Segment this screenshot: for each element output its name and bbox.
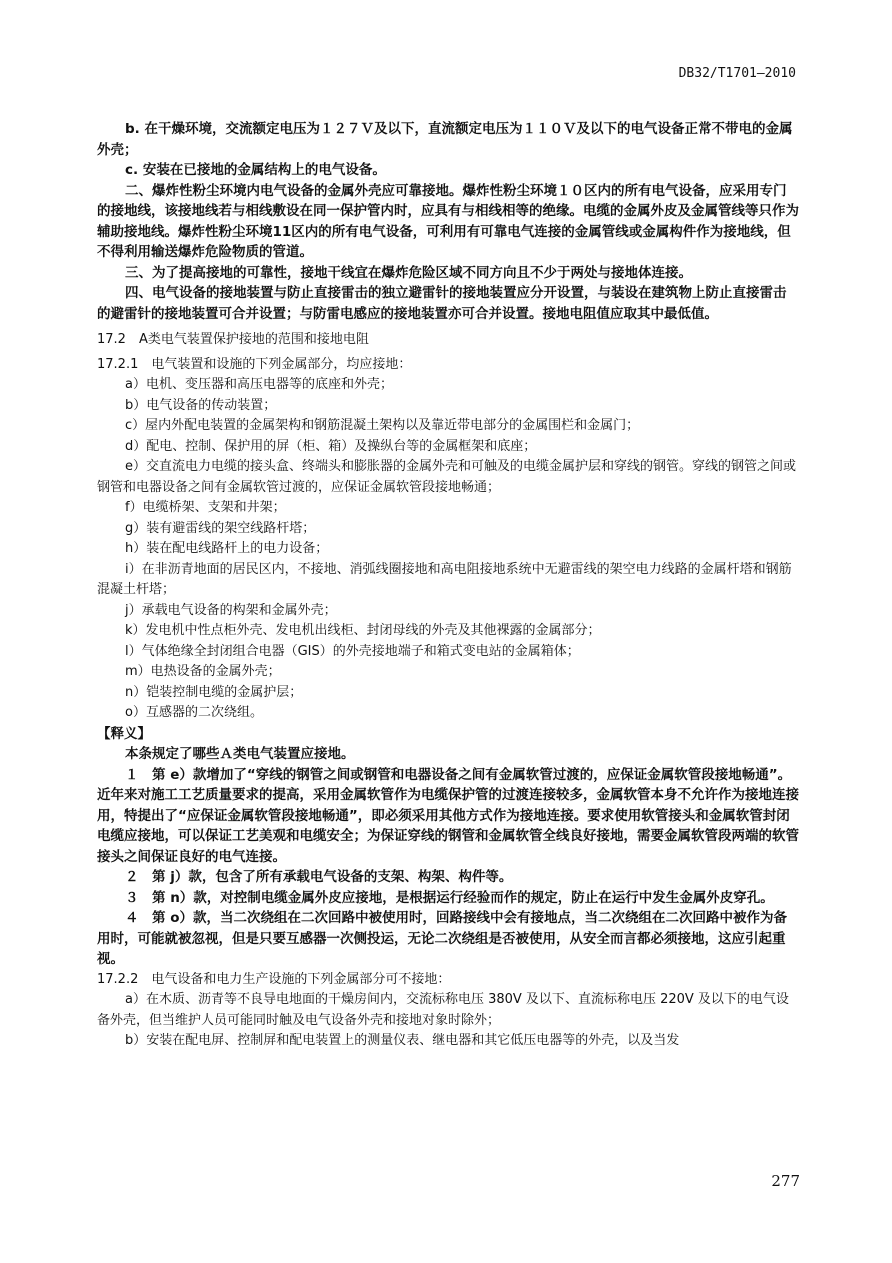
section-heading-17-2: 17.2 A类电气装置保护接地的范围和接地电阻 xyxy=(97,332,369,347)
list-item-b: b）电气设备的传动装置； xyxy=(125,397,277,413)
clause-c-grounded-structure: c. 安装在已接地的金属结构上的电气设备。 xyxy=(125,162,386,178)
document-body xyxy=(97,119,799,1052)
list-item-m: m）电热设备的金属外壳； xyxy=(125,664,281,679)
list-item-j: j）承载电气设备的构架和金属外壳； xyxy=(125,602,337,618)
item-4-separate-grounding: 四、电气设备的接地装置与防止直接雷击的独立避雷针的接地装置应分开设置，与装设在建筑物上防止直接雷击的避雷针的接地装置可合并设置；与防雷电感应的接地装置亦可合并设置。接地电阻值应取其中最低值。 xyxy=(97,285,787,322)
list-item-e: e）交直流电力电缆的接头盒、终端头和膨胀器的金属外壳和可触及的电缆金属护层和穿线的钢管。穿线的钢管之间或钢管和电器设备之间有金属软管过渡的，应保证金属软管段接地畅通； xyxy=(97,459,796,495)
list-item-h: h）装在配电线路杆上的电力设备； xyxy=(125,541,329,556)
item-2-dust-environment: 二、爆炸性粉尘环境内电气设备的金属外壳应可靠接地。爆炸性粉尘环境１０区内的所有电气设备，应采用专门的接地线，该接地线若与相线敷设在同一保护管内时，应具有与相线相等的绝缘。电缆的金属外皮及金属管线等只作为辅助接地线。爆炸性粉尘环境11区内的所有电气设备，可利用有可靠电气连接的金属管线或金属构件作为接地线，但不得利用输送爆炸危险物质的管道。 xyxy=(97,182,799,260)
list-item-o: o）互感器的二次绕组。 xyxy=(125,705,263,720)
list-item-a: a）电机、变压器和高压电器等的底座和外壳； xyxy=(125,377,393,392)
item-3-grounding-reliability: 三、为了提高接地的可靠性，接地干线宜在爆炸危险区域不同方向且不少于两处与接地体连接。 xyxy=(125,264,692,281)
interpretation-point-1: １ 第 e）款增加了“穿线的钢管之间或钢管和电器设备之间有金属软管过渡的，应保证金属软管段接地畅通”。近年来对施工工艺质量要求的提高，采用金属软管作为电缆保护管的过渡连接较多，金属软管本身不允许作为接地连接用，特提出了“应保证金属软管段接地畅通”，即必须采用其他方式作为接地连接。要求使用软管接头和金属软管封闭电缆应接地，可以保证工艺美观和电缆安全；为保证穿线的钢管和金属软管全线良好接地，需要金属软管段两端的软管接头之间保证良好的电气连接。 xyxy=(97,766,799,865)
list-item-k: k）发电机中性点柜外壳、发电机出线柜、封闭母线的外壳及其他裸露的金属部分； xyxy=(125,623,601,638)
list-item-f: f）电缆桥架、支架和井架； xyxy=(125,500,286,515)
list-item-d: d）配电、控制、保护用的屏（柜、箱）及操纵台等的金属框架和底座； xyxy=(125,438,537,454)
interpretation-heading: 【释义】 xyxy=(97,725,151,742)
list-item-g: g）装有避雷线的架空线路杆塔； xyxy=(125,520,316,536)
clause-17-2-2: 17.2.2 电气设备和电力生产设施的下列金属部分可不接地： xyxy=(97,971,451,987)
exempt-item-b: b）安装在配电屏、控制屏和配电装置上的测量仪表、继电器和其它低压电器等的外壳，以及当发 xyxy=(125,1033,680,1048)
interpretation-point-3: ３ 第 n）款，对控制电缆金属外皮应接地，是根据运行经验而作的规定，防止在运行中发生金属外皮穿孔。 xyxy=(125,889,774,906)
interpretation-intro: 本条规定了哪些Ａ类电气装置应接地。 xyxy=(125,746,355,762)
document-code-header: DB32/T1701—2010 xyxy=(678,66,796,81)
exempt-item-a: a）在木质、沥青等不良导电地面的干燥房间内，交流标称电压 380V 及以下、直流标称电压 220V 及以下的电气设备外壳，但当维护人员可能同时触及电气设备外壳和接地对象时除外； xyxy=(97,992,789,1028)
list-item-c: c）屋内外配电装置的金属架构和钢筋混凝土架构以及靠近带电部分的金属围栏和金属门； xyxy=(125,418,640,433)
list-item-i: i）在非沥青地面的居民区内，不接地、消弧线圈接地和高电阻接地系统中无避雷线的架空电力线路的金属杆塔和钢筋混凝土杆塔； xyxy=(97,561,792,597)
page-number: 277 xyxy=(771,1172,800,1190)
interpretation-point-2: ２ 第 j）款，包含了所有承载电气设备的支架、构架、构件等。 xyxy=(125,869,513,885)
list-item-n: n）铠装控制电缆的金属护层； xyxy=(125,684,303,700)
clause-17-2-1: 17.2.1 电气装置和设施的下列金属部分，均应接地： xyxy=(97,356,412,372)
clause-b-dry-environment: b. 在干燥环境，交流额定电压为１２７Ｖ及以下，直流额定电压为１１０Ｖ及以下的电气设备正常不带电的金属外壳； xyxy=(97,121,793,158)
interpretation-point-4: ４ 第 o）款，当二次绕组在二次回路中被使用时，回路接线中会有接地点，当二次绕组在二次回路中被作为备用时，可能就被忽视，但是只要互感器一次侧投运，无论二次绕组是否被使用，从安全而言都必须接地，这应引起重视。 xyxy=(97,910,787,967)
list-item-l: l）气体绝缘全封闭组合电器（GIS）的外壳接地端子和箱式变电站的金属箱体； xyxy=(125,643,580,659)
